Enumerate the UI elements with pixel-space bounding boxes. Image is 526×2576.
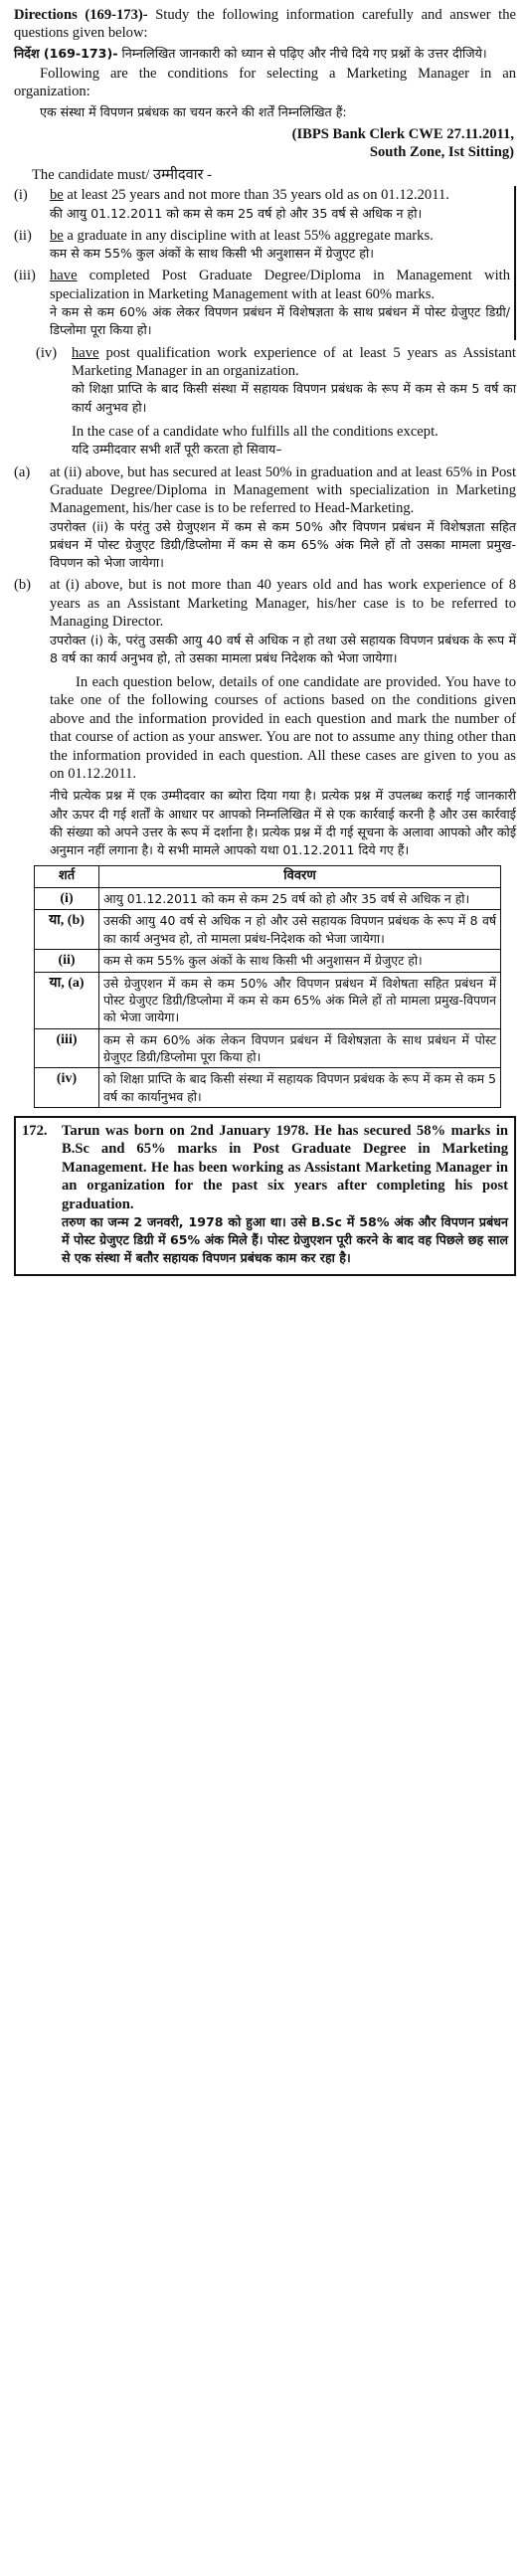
condition-4 [36, 344, 516, 460]
exam-source-line2: South Zone, Ist Sitting) [369, 144, 514, 161]
instruction-hi: नीचे प्रत्येक प्रश्न में एक उम्मीदवार का ब्योरा दिया गया है। प्रत्येक प्रश्न में उपलब्ध कराई गई जानकारी और ऊपर दी गई शर्तों के आधार पर आपको निम्नलिखित में से एक कार्रवाई करनी है और उस कार्रवाई की संख्या को अपने उत्तर के रूप में दर्शाना है। प्रत्येक प्रश्न में दी गई सूचना के अलावा आपको और कोई अनुमान नहीं लगाना है। ये सभी मामले आपको यथा 01.12.2011 दिये गए हैं। [50, 788, 516, 857]
except-hi: यदि उम्मीदवार सभी शर्तें पूरी करता हो सिवाय– [72, 442, 282, 458]
table-header-row [35, 866, 501, 887]
directions-text: Study the following information carefully and answer the questions given below: [14, 7, 516, 42]
table-row [35, 910, 501, 950]
table-header-condition: शर्त [35, 866, 99, 887]
condition-number: (iii) [14, 268, 36, 284]
candidate-must: The candidate must/ उम्मीदवार - [32, 166, 212, 183]
table-value: कम से कम 55% कुल अंकों के साथ किसी भी अनुशासन में ग्रेजुएट हो। [99, 949, 501, 972]
table-value: उसकी आयु 40 वर्ष से अधिक न हो और उसे सहायक विपणन प्रबंधक के रूप में 8 वर्ष का कार्य अनुभव हो, तो मामला प्रबंध-निदेशक को भेजा जायेगा। [99, 910, 501, 950]
condition-text: completed Post Graduate Degree/Diploma in Management with specialization in Marketing Management with at least 60% marks. [50, 268, 510, 302]
exam-source [14, 125, 514, 162]
condition-number: (iv) [36, 344, 58, 361]
table-value: कम से कम 60% अंक लेकन विपणन प्रबंधन में विशेषज्ञता के साथ प्रबंधन में पोस्ट ग्रेजुएट डिग्री/डिप्लोमा पूरा किया हो। [99, 1028, 501, 1068]
condition-text: a graduate in any discipline with at least 55% aggregate marks. [63, 227, 434, 244]
conditions-table [34, 865, 501, 1108]
table-value: उसे ग्रेजुएशन में कम से कम 50% और विपणन प्रबंधन में विशेषता सहित प्रबंधन में पोस्ट ग्रेजुएट डिग्री/डिप्लोमा में कम से कम 65% अंक मिले हों तो मामला प्रमुख-विपणन को भेजा जायेगा। [99, 972, 501, 1028]
table-row [35, 1068, 501, 1108]
table-row [35, 1028, 501, 1068]
exception-number: (b) [14, 577, 32, 594]
table-value: आयु 01.12.2011 को कम से कम 25 वर्ष को हो और 35 वर्ष से अधिक न हो। [99, 887, 501, 910]
condition-1 [14, 186, 510, 223]
table-key: (ii) [35, 949, 99, 972]
question-text: Tarun was born on 2nd January 1978. He has secured 58% marks in B.Sc and 65% marks in Post Graduate Degree in Marketing Management. He has been working as Assistant Marketing Manager in an organization for the past six years after completing his post graduation. [62, 1123, 508, 1212]
exception-text-hi: उपरोक्त (ii) के परंतु उसे ग्रेजुएशन में कम से कम 50% और विपणन प्रबंधन में विशेषज्ञता सहित प्रबंधन में पोस्ट ग्रेजुएट डिग्री/डिप्लोमा में कम से कम 65% अंक मिले हों तो उसका मामला प्रमुख-विपणन को भेजा जायेगा। [50, 518, 516, 571]
exception-b [14, 576, 516, 783]
directions-hi-label: निर्देश (169-173)- [14, 45, 118, 61]
condition-text-hi: की आयु 01.12.2011 को कम से कम 25 वर्ष हो और 35 वर्ष से अधिक न हो। [50, 205, 423, 221]
condition-3 [14, 267, 510, 339]
condition-text: post qualification work experience of at least 5 years as Assistant Marketing Manager in an organization. [72, 344, 516, 379]
table-key: या, (b) [35, 910, 99, 950]
directions-label: Directions (169-173)- [14, 7, 148, 23]
instruction-en: In each question below, details of one candidate are provided. You have to take one of the following courses of actions based on the conditions given above and the information provided in each question and mark the number of that course of action as your answer. You are not to assume any thing other than the information provided in each question. All these cases are given to you as on 01.12.2011. [50, 674, 516, 782]
condition-text: at least 25 years and not more than 35 years old as on 01.12.2011. [63, 187, 449, 204]
question-172 [14, 1116, 516, 1276]
exception-text: at (i) above, but is not more than 40 years old and has work experience of 8 years as an Assistant Marketing Manager, his/her case is to be referred to Managing Director. [50, 577, 516, 631]
table-key: (iv) [35, 1068, 99, 1108]
condition-2 [14, 227, 510, 264]
conditions-block [14, 186, 516, 340]
table-key: (iii) [35, 1028, 99, 1068]
question-number: 172. [22, 1123, 48, 1140]
condition-text-hi: ने कम से कम 60% अंक लेकर विपणन प्रबंधन में विशेषज्ञता के साथ प्रबंधन में पोस्ट ग्रेजुएट डिग्री/डिप्लोमा पूरा किया हो। [50, 304, 510, 338]
exception-number: (a) [14, 463, 31, 480]
table-header-details: विवरण [99, 866, 501, 887]
except-en: In the case of a candidate who fulfills all the conditions except. [72, 423, 438, 440]
directions-en [14, 6, 516, 43]
intro-en: Following are the conditions for selecting a Marketing Manager in an organization: [14, 66, 516, 100]
question-text-hi: तरुण का जन्म 2 जनवरी, 1978 को हुआ था। उसे B.Sc में 58% अंक और विपणन प्रबंधन में पोस्ट ग्रेजुएट डिग्री में 65% अंक मिले हैं। पोस्ट ग्रेजुएशन पूरी करने के बाद वह पिछले छह साल से एक संस्था में बतौर सहायक विपणन प्रबंधक काम कर रहा है। [62, 1213, 508, 1266]
table-row [35, 972, 501, 1028]
directions-hi-text: निम्नलिखित जानकारी को ध्यान से पढ़िए और नीचे दिये गए प्रश्नों के उत्तर दीजिये। [117, 45, 487, 61]
exception-a [14, 463, 516, 573]
table-key: (i) [35, 887, 99, 910]
condition-number: (ii) [14, 227, 32, 244]
condition-number: (i) [14, 187, 28, 204]
exception-text-hi: उपरोक्त (i) के, परंतु उसकी आयु 40 वर्ष से अधिक न हो तथा उसे सहायक विपणन प्रबंधक के रूप में 8 वर्ष का कार्य अनुभव हो, तो उसका मामला प्रबंध निदेशक को भेजा जायेगा। [50, 632, 516, 665]
table-key: या, (a) [35, 972, 99, 1028]
condition-text-hi: को शिक्षा प्राप्ति के बाद किसी संस्था में सहायक विपणन प्रबंधक के रूप में कम से कम 5 वर्ष का कार्य अनुभव हो। [72, 381, 516, 415]
exception-text: at (ii) above, but has secured at least 50% in graduation and at least 65% in Post Graduate Degree/Diploma in Management with specialization in Marketing Management, his/her case is to be referred to Head-Marketing. [50, 463, 516, 517]
exam-source-line1: (IBPS Bank Clerk CWE 27.11.2011, [291, 126, 514, 142]
condition-text-hi: कम से कम 55% कुल अंकों के साथ किसी भी अनुशासन में ग्रेजुएट हो। [50, 246, 374, 262]
table-value: को शिक्षा प्राप्ति के बाद किसी संस्था में सहायक विपणन प्रबंधक के रूप में कम से कम 5 वर्ष का कार्यानुभव हो। [99, 1068, 501, 1108]
condition-lead: be [50, 227, 64, 244]
condition-lead: have [50, 268, 78, 284]
table-row [35, 887, 501, 910]
condition-lead: be [50, 187, 64, 204]
condition-lead: have [72, 344, 99, 361]
intro-hi: एक संस्था में विपणन प्रबंधक का चयन करने की शर्तें निम्नलिखित हैं: [40, 103, 347, 119]
directions-hi [14, 45, 516, 63]
table-row [35, 949, 501, 972]
